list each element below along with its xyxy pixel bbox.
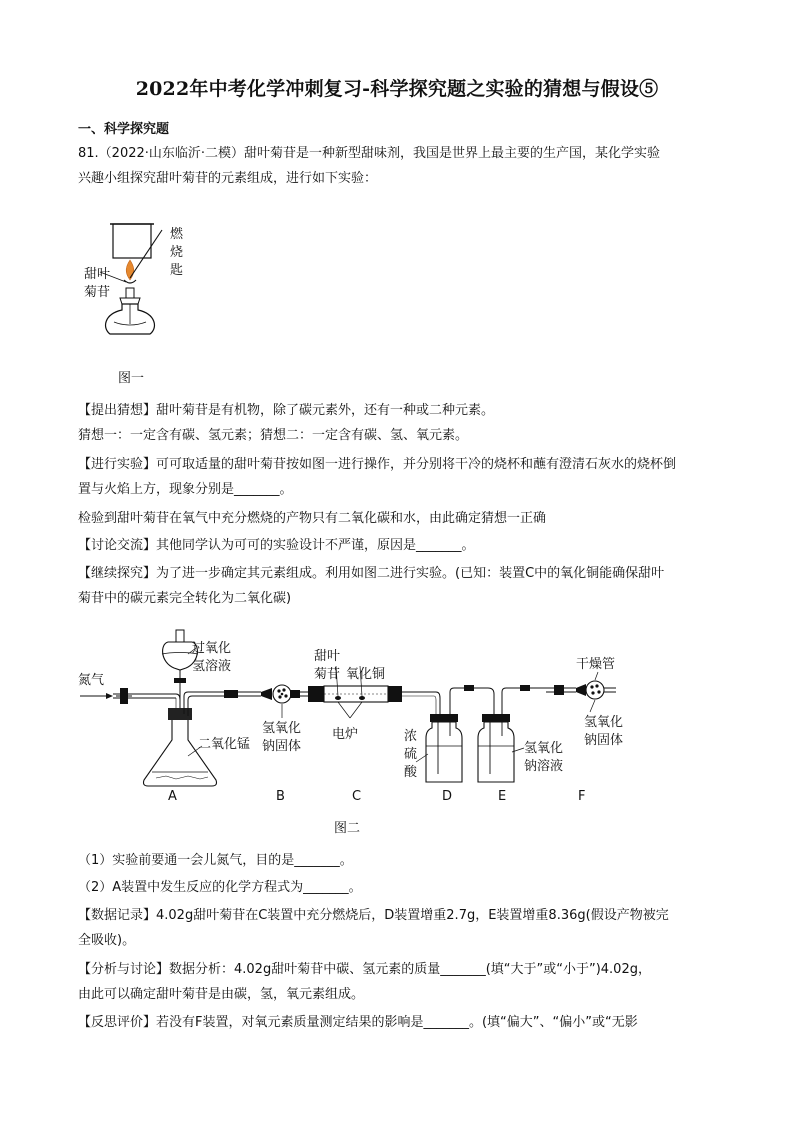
question-intro-line-1: 81.（2022·山东临沂·二模）甜叶菊苷是一种新型甜味剂，我国是世界上最主要的生产国，某化学实验 bbox=[78, 146, 661, 161]
label-h2so4-3: 酸 bbox=[404, 765, 418, 780]
drying-tube-f bbox=[586, 681, 604, 699]
label-naoh-f-2: 钠固体 bbox=[584, 733, 624, 748]
letter-b: B bbox=[276, 789, 285, 804]
letter-e: E bbox=[498, 789, 507, 804]
beaker-shape bbox=[113, 224, 151, 258]
label-h2o2-1: 过氧化 bbox=[192, 641, 232, 656]
label-cuo: 氧化铜 bbox=[346, 667, 386, 682]
label-mno2: 二氧化锰 bbox=[198, 737, 251, 752]
letter-a: A bbox=[168, 789, 177, 804]
text-line-2: 猜想一：一定含有碳、氢元素；猜想二：一定含有碳、氢、氧元素。 bbox=[78, 428, 469, 443]
text-line-12: 全吸收)。 bbox=[78, 933, 136, 948]
text-line-6: 【讨论交流】其他同学认为可可的实验设计不严谨，原因是_______。 bbox=[78, 538, 475, 553]
label-naoh-b-1: 氢氧化 bbox=[262, 721, 302, 736]
text-line-9: （1）实验前要通一会儿氮气，目的是_______。 bbox=[78, 853, 353, 868]
text-line-1: 【提出猜想】甜叶菊苷是有机物，除了碳元素外，还有一种或二种元素。 bbox=[78, 403, 495, 418]
label-spoon-3: 匙 bbox=[170, 263, 184, 278]
label-sample-2: 菊苷 bbox=[84, 285, 111, 300]
wash-bottle-e bbox=[478, 722, 514, 782]
question-intro-line-2: 兴趣小组探究甜叶菊苷的元素组成，进行如下实验： bbox=[78, 171, 378, 186]
tube-stopper-right bbox=[388, 686, 402, 702]
figure-1-combustion-apparatus bbox=[80, 210, 200, 385]
label-furnace: 电炉 bbox=[332, 727, 359, 742]
text-line-13: 【分析与讨论】数据分析：4.02g甜叶菊苷中碳、氢元素的质量_______(填“大于”或“小于”)4.02g， bbox=[78, 962, 651, 977]
label-spoon-2: 烧 bbox=[170, 245, 184, 260]
label-sample-c-1: 甜叶 bbox=[314, 649, 341, 664]
text-line-5: 检验到甜叶菊苷在氧气中充分燃烧的产物只有二氧化碳和水，由此确定猜想一正确 bbox=[78, 511, 547, 526]
label-h2so4-2: 硫 bbox=[404, 747, 418, 762]
figure-1-caption: 图一 bbox=[118, 371, 145, 386]
conical-flask-a bbox=[144, 720, 217, 786]
section-heading: 一、科学探究题 bbox=[78, 122, 170, 137]
flame-icon bbox=[126, 260, 134, 280]
tube-stopper-left bbox=[308, 686, 324, 702]
text-line-3: 【进行实验】可可取适量的甜叶菊苷按如图一进行操作，并分别将干冷的烧杯和蘸有澄清石灰水的烧杯倒 bbox=[78, 457, 677, 472]
text-line-10: （2）A装置中发生反应的化学方程式为_______。 bbox=[78, 880, 362, 895]
label-naoh-e-2: 钠溶液 bbox=[524, 759, 564, 774]
text-line-15: 【反思评价】若没有F装置，对氧元素质量测定结果的影响是_______。(填“偏大”、“偏小”或“无影 bbox=[78, 1015, 638, 1030]
figure-2-caption: 图二 bbox=[334, 821, 361, 836]
page-title: 2022年中考化学冲刺复习-科学探究题之实验的猜想与假设⑤ bbox=[135, 78, 659, 100]
label-h2o2-2: 氢溶液 bbox=[192, 659, 232, 674]
funnel-stopcock-icon bbox=[174, 678, 186, 683]
letter-f: F bbox=[578, 789, 586, 804]
label-naoh-b-2: 钠固体 bbox=[262, 739, 302, 754]
label-sample-c-2: 菊苷 bbox=[314, 667, 341, 682]
figure-2-apparatus bbox=[76, 622, 656, 840]
text-line-4: 置与火焰上方，现象分别是_______。 bbox=[78, 482, 293, 497]
wash-bottle-d bbox=[426, 722, 462, 782]
label-naoh-f-1: 氢氧化 bbox=[584, 715, 624, 730]
letter-c: C bbox=[352, 789, 362, 804]
label-naoh-e-1: 氢氧化 bbox=[524, 741, 564, 756]
text-line-8: 菊苷中的碳元素完全转化为二氧化碳) bbox=[78, 591, 292, 606]
text-line-11: 【数据记录】4.02g甜叶菊苷在C装置中充分燃烧后，D装置增重2.7g，E装置增重8.36g(假设产物被完 bbox=[78, 908, 669, 923]
label-nitrogen: 氮气 bbox=[78, 673, 105, 688]
label-spoon-1: 燃 bbox=[170, 227, 184, 242]
label-h2so4-1: 浓 bbox=[404, 729, 418, 744]
text-line-7: 【继续探究】为了进一步确定其元素组成。利用如图二进行实验。(已知：装置C中的氧化铜能确保甜叶 bbox=[78, 566, 665, 581]
text-line-14: 由此可以确定甜叶菊苷是由碳，氢，氧元素组成。 bbox=[78, 987, 365, 1002]
label-sample-1: 甜叶 bbox=[84, 267, 111, 282]
label-dryer: 干燥管 bbox=[576, 657, 616, 672]
letter-d: D bbox=[442, 789, 453, 804]
